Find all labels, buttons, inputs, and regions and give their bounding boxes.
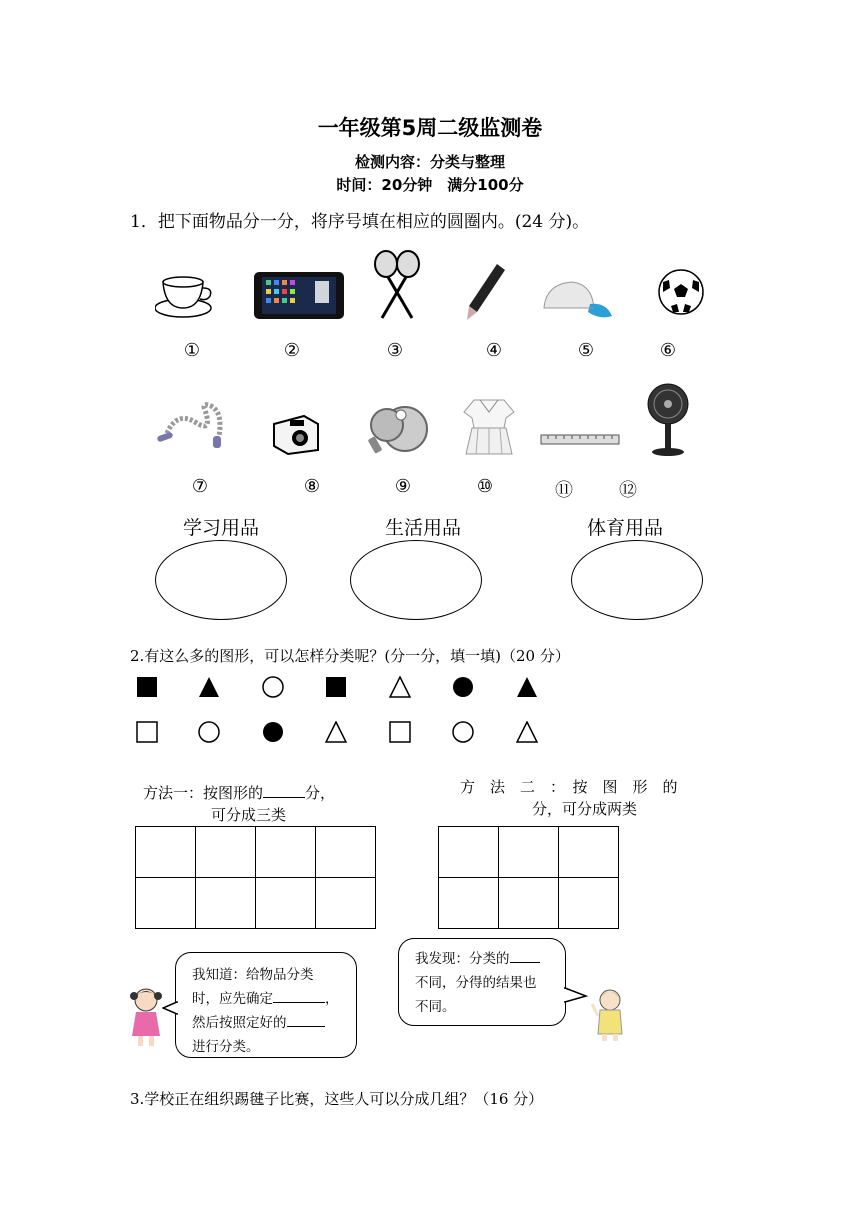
method-1-text-a: 方法一：按图形的: [143, 784, 264, 802]
method-2-line-2: 分，可分成两类: [532, 800, 638, 818]
cap-icon: [540, 278, 614, 322]
badminton-rackets-icon: [372, 250, 422, 320]
soccer-ball-icon: [657, 268, 705, 316]
bubble-right-blank[interactable]: [510, 962, 540, 963]
item-number: ⑥: [659, 340, 677, 361]
question-2-text: 2.有这么多的图形，可以怎样分类呢？(分一分，填一填)（20 分）: [130, 647, 570, 665]
answer-oval-sports[interactable]: [571, 540, 703, 620]
item-number: ①: [183, 340, 201, 361]
category-label-study: 学习用品: [182, 517, 259, 539]
bubble-left-line-1: 我知道：给物品分类: [192, 967, 314, 983]
item-number: ②: [283, 340, 301, 361]
filled-triangle-icon: [516, 676, 538, 698]
item-number: ⑧: [303, 476, 321, 497]
filled-square-icon: [325, 676, 347, 698]
bubble-left-blank-2[interactable]: [287, 1026, 325, 1027]
open-triangle-icon: [389, 676, 411, 698]
answer-oval-study[interactable]: [155, 540, 287, 620]
subtitle-content: 检测内容：分类与整理: [354, 153, 505, 171]
bubble-left-comma: ，: [325, 991, 339, 1007]
open-square-icon: [389, 721, 411, 743]
filled-triangle-icon: [198, 676, 220, 698]
open-triangle-icon: [325, 721, 347, 743]
category-label-sports: 体育用品: [586, 517, 663, 539]
bubble-left-line-4: 进行分类。: [192, 1039, 260, 1055]
pencil-icon: [465, 262, 507, 322]
item-number: ⑩: [476, 476, 494, 497]
bubble-tail-right-icon: [564, 986, 588, 1004]
bubble-right-line-2: 不同，分得的结果也: [415, 975, 537, 991]
ruler-icon: [540, 432, 620, 448]
ping-pong-paddles-icon: [365, 403, 429, 455]
bubble-left-text: 然后按照定好的: [192, 1015, 287, 1031]
teacup-icon: [155, 268, 217, 320]
method-2-grid[interactable]: [438, 826, 619, 929]
smartphone-icon: [253, 271, 345, 321]
answer-oval-life[interactable]: [350, 540, 482, 620]
girl-illustration-icon: [126, 986, 166, 1050]
subtitle-time: 时间：20分钟 满分100分: [336, 176, 524, 194]
electric-fan-icon: [644, 382, 692, 458]
item-number: ⑪: [555, 480, 573, 501]
filled-circle-icon: [452, 676, 474, 698]
question-3-text: 3.学校正在组织踢毽子比赛，这些人可以分成几组？（16 分）: [130, 1090, 544, 1108]
item-number: ⑤: [577, 340, 595, 361]
method-1-blank[interactable]: [263, 797, 305, 798]
boy-illustration-icon: [590, 986, 630, 1042]
bubble-left-text: 时，应先确定: [192, 991, 273, 1007]
open-square-icon: [136, 721, 158, 743]
page-title: 一年级第5周二级监测卷: [317, 116, 543, 140]
speech-bubble-left: [175, 952, 357, 1058]
bubble-tail-left-icon: [162, 1000, 178, 1016]
jump-rope-icon: [155, 400, 227, 450]
item-number: ④: [485, 340, 503, 361]
open-circle-icon: [452, 721, 474, 743]
filled-square-icon: [136, 676, 158, 698]
item-number: ⑦: [191, 476, 209, 497]
method-1-line-2: 可分成三类: [211, 806, 287, 824]
question-1-text: 1．把下面物品分一分，将序号填在相应的圆圈内。(24 分)。: [130, 212, 590, 232]
bubble-left-line-3: [192, 1011, 356, 1035]
item-number: ⑫: [619, 480, 637, 501]
filled-circle-icon: [262, 721, 284, 743]
open-triangle-icon: [516, 721, 538, 743]
bubble-right-text: 我发现：分类的: [415, 951, 510, 967]
method-1-line-1: [143, 782, 335, 804]
open-circle-icon: [198, 721, 220, 743]
item-number: ⑨: [394, 476, 412, 497]
bubble-right-line-1: [415, 947, 565, 971]
speech-bubble-right: [398, 938, 566, 1026]
method-1-text-b: 分，: [305, 784, 336, 802]
pencil-sharpener-icon: [270, 410, 322, 456]
bubble-right-line-3: 不同。: [415, 999, 456, 1015]
method-2-line-1: 方 法 二 ： 按 图 形 的: [460, 778, 678, 796]
item-number: ③: [386, 340, 404, 361]
bubble-left-blank-1[interactable]: [273, 1002, 325, 1003]
open-circle-icon: [262, 676, 284, 698]
bubble-left-line-2: [192, 987, 356, 1011]
category-label-life: 生活用品: [384, 517, 461, 539]
method-1-grid[interactable]: [135, 826, 376, 929]
school-uniform-icon: [462, 396, 516, 458]
